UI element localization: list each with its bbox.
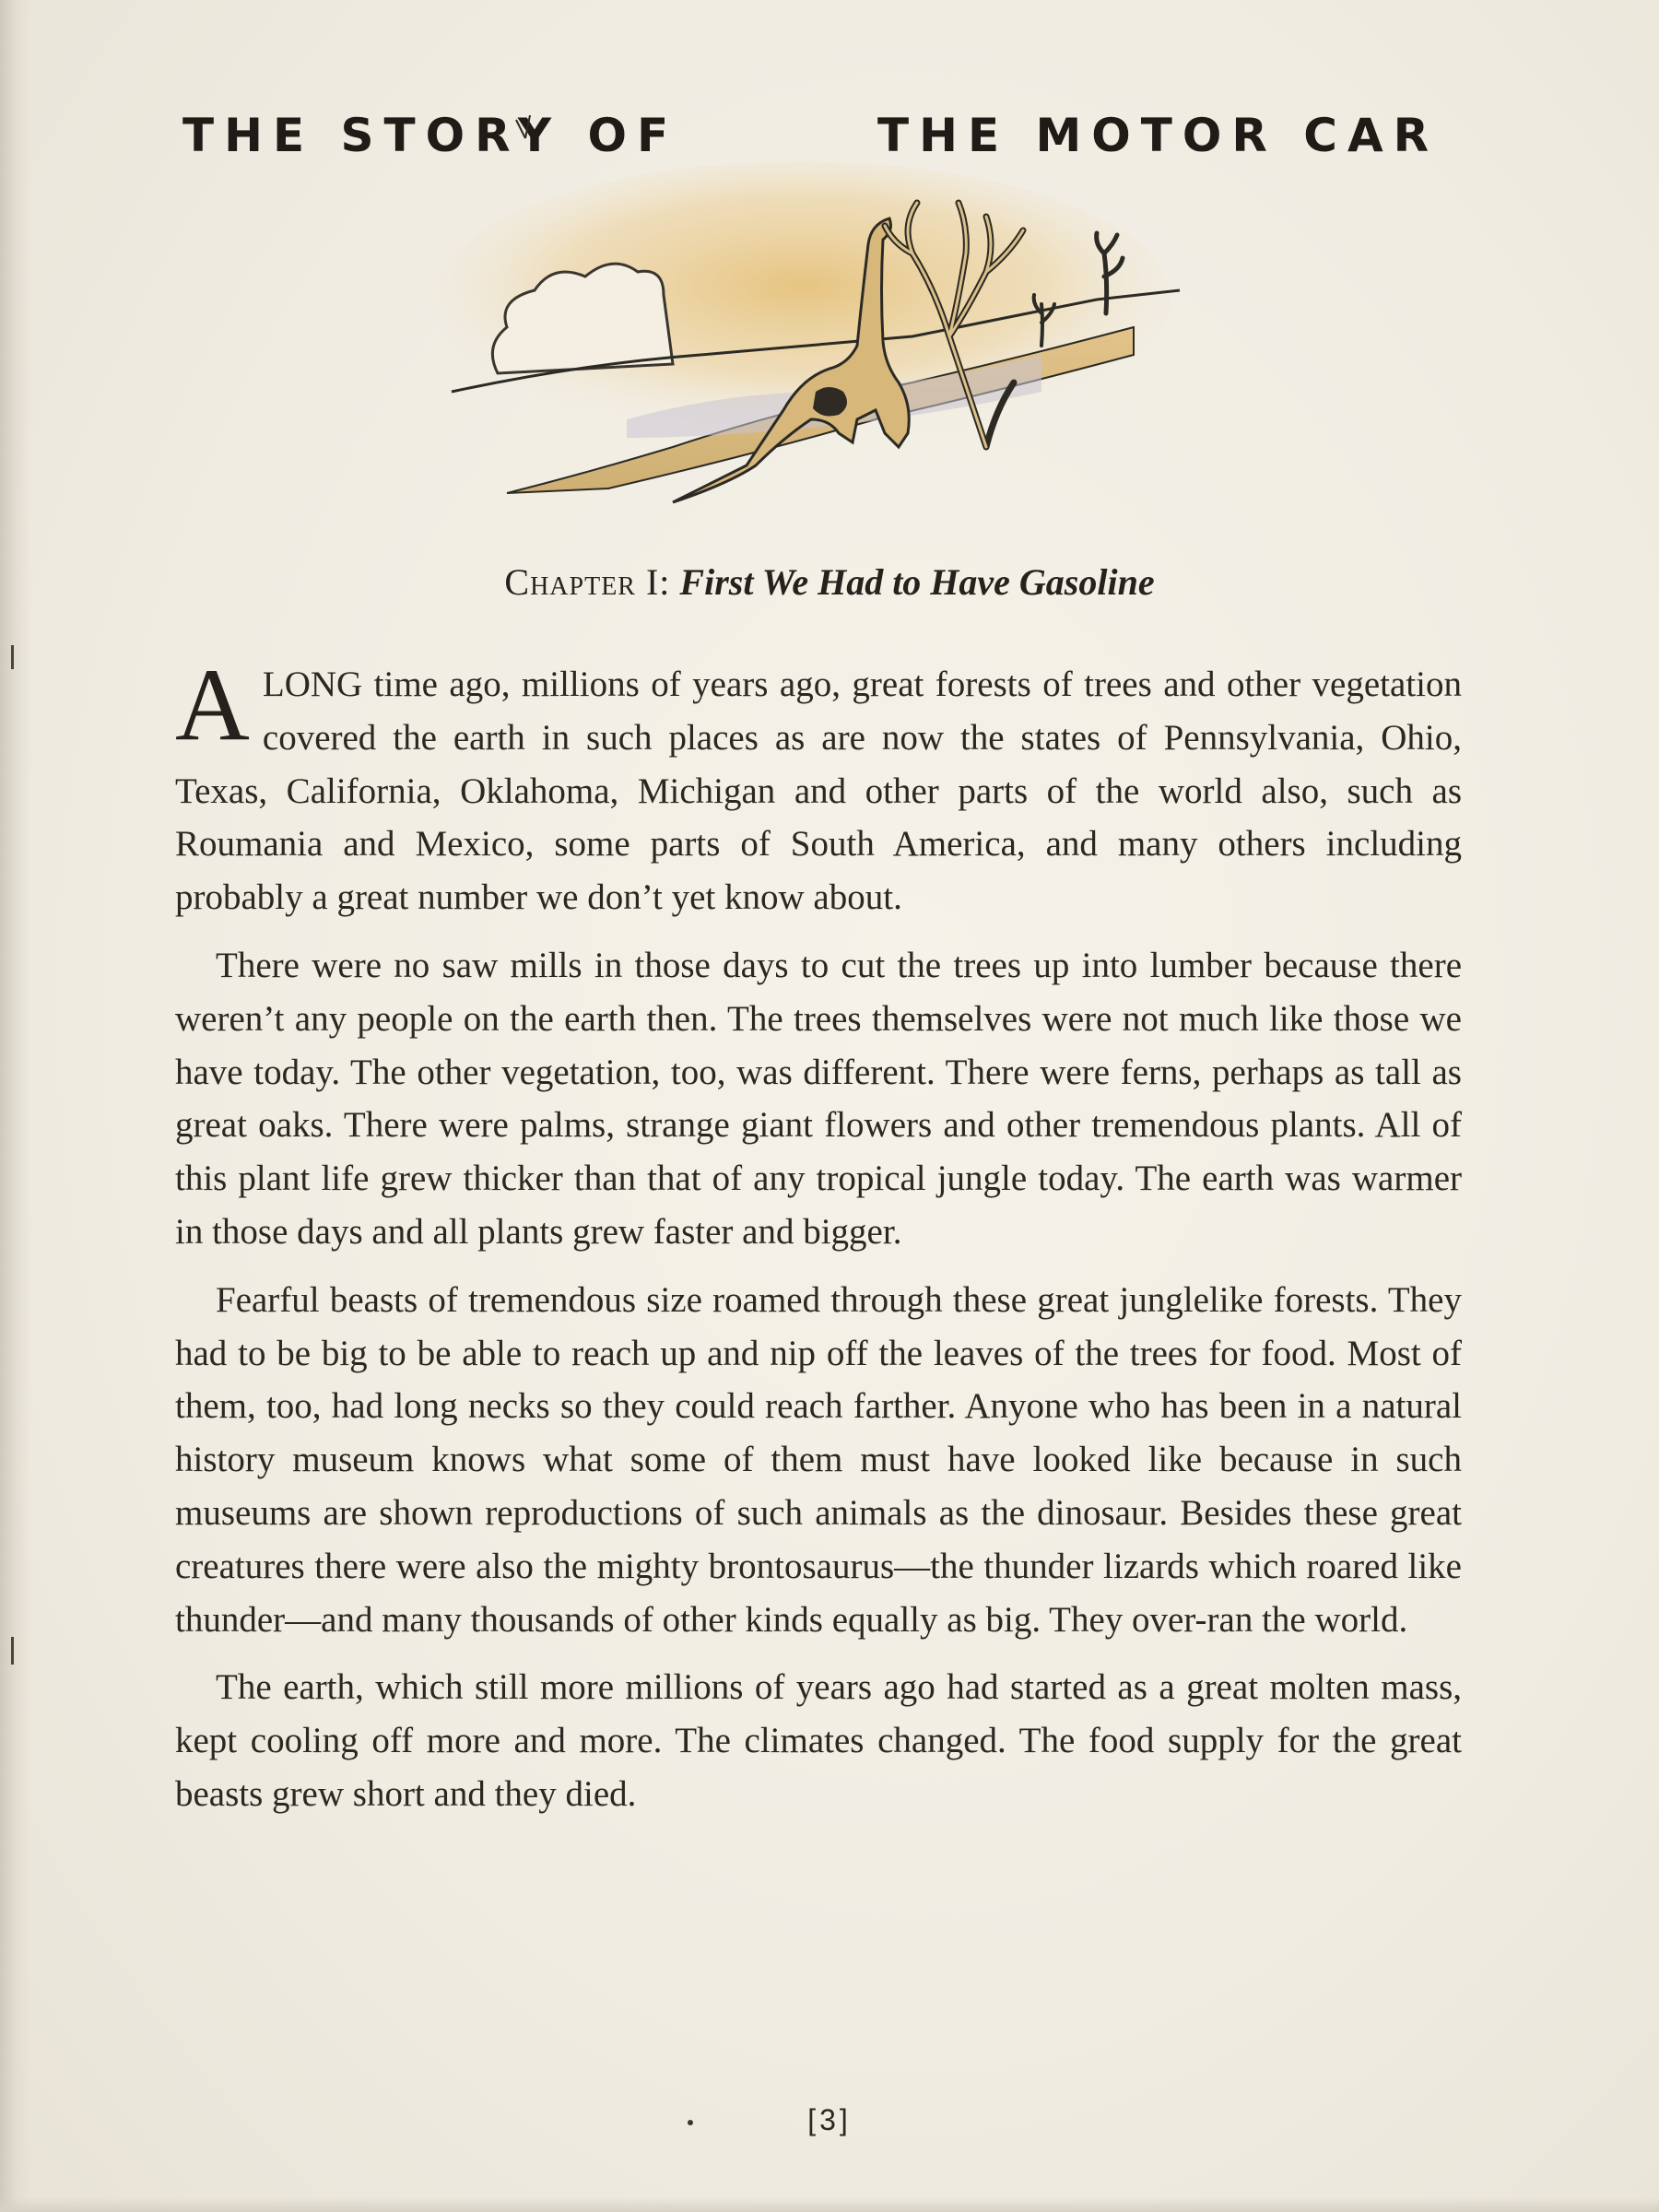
paragraph-text: LONG time ago, millions of years ago, great forests of trees and other vegetation covered the earth in such places as are now the states of Pennsylvania, Ohio, Texas, California, Oklahoma, Michigan and other parts of the world also, such as Roumania and Mexico, some parts of South America, and many others including probably a great number we don’t yet know about. <box>175 665 1462 918</box>
page-gutter-shadow <box>0 0 31 2212</box>
chapter-heading <box>0 560 1659 604</box>
running-header-right: THE MOTOR CAR <box>877 109 1440 162</box>
paragraph: Fearful beasts of tremendous size roamed through these great junglelike forests. They had to be big to be able to reach up and nip off the leaves of the trees for food. Most of them, too, had long necks so they could reach farther. Anyone who has been in a natural history museum knows what some of them must have looked like because in such museums are shown reproductions of such animals as the dinosaur. Besides these great creatures there were also the mighty brontosaurus—the thunder lizards which roared like thunder—and many thousands of other kinds equally as big. They over-ran the world. <box>175 1279 1462 1640</box>
running-header-left: THE STORY OF <box>182 109 679 162</box>
paragraph <box>175 648 1462 924</box>
margin-mark <box>11 645 14 669</box>
drop-cap: A <box>175 648 250 762</box>
margin-mark <box>11 1637 14 1665</box>
paragraph: There were no saw mills in those days to cut the trees up into lumber because there weren’t any people on the earth then. The trees themselves were not much like those we have today. The other vegetation, too, was different. There were ferns, perhaps as tall as great oaks. There were palms, strange giant flowers and other tremendous plants. All of this plant life grew thicker than that of any tropical jungle today. The earth was warmer in those days and all plants grew faster and bigger. <box>175 945 1462 1252</box>
bird-icon <box>516 115 530 138</box>
chapter-body <box>175 648 1462 1836</box>
dinosaur-landscape-illustration <box>396 115 1217 512</box>
dinosaur-shadow <box>813 387 847 416</box>
chapter-label: Chapter I: <box>504 561 671 603</box>
paragraph: The earth, which still more millions of years ago had started as a great molten mass, kept cooling off more and more. The climates changed. The food supply for the great beasts grew short and they died. <box>175 1667 1462 1814</box>
chapter-title: First We Had to Have Gasoline <box>679 561 1155 603</box>
page-bottom-edge <box>0 2197 1659 2212</box>
page-number: [3] <box>807 2103 852 2136</box>
